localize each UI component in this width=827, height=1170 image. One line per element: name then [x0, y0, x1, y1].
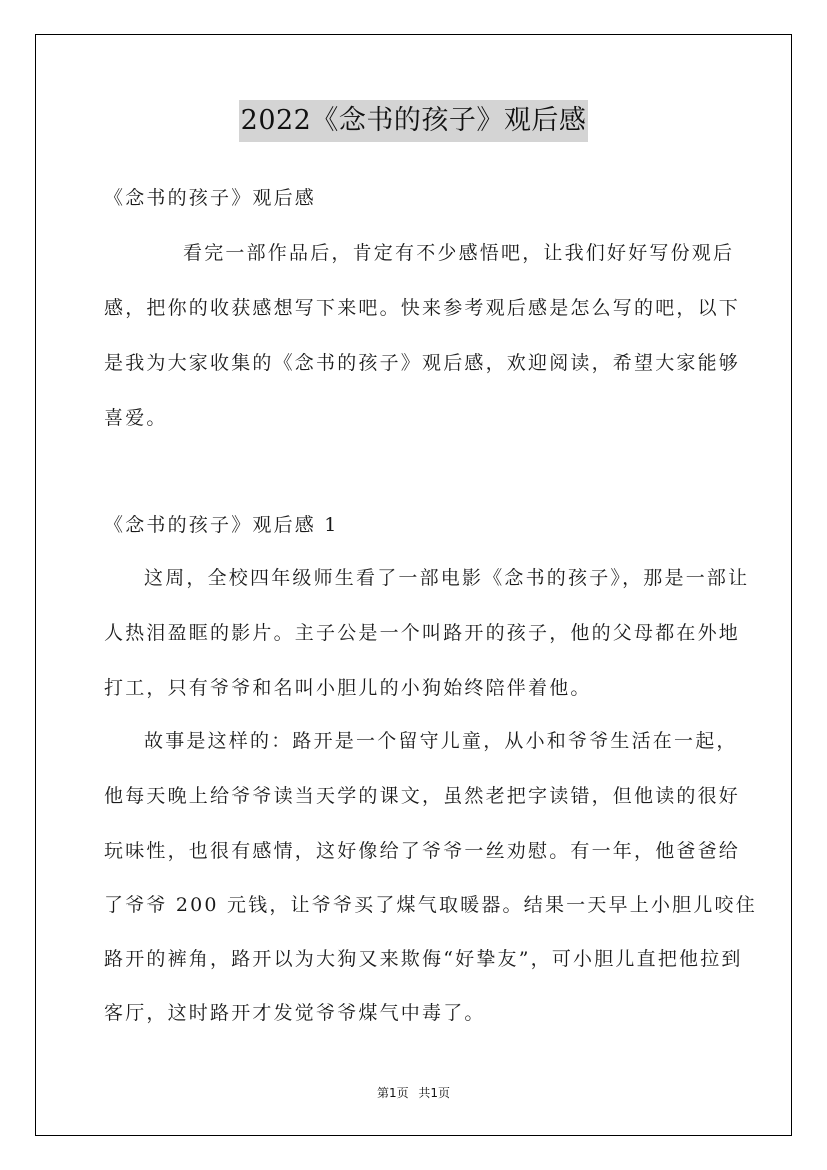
subtitle: 《念书的孩子》观后感	[104, 187, 317, 209]
paragraph-line: 人热泪盈眶的影片。主子公是一个叫路开的孩子，他的父母都在外地	[104, 622, 741, 644]
paragraph-line: 客厅，这时路开才发觉爷爷煤气中毒了。	[104, 1002, 486, 1024]
paragraph-line: 了爷爷 200 元钱，让爷爷买了煤气取暖器。结果一天早上小胆儿咬住	[104, 894, 757, 916]
intro-line: 喜爱。	[104, 407, 168, 429]
paragraph-line: 故事是这样的：路开是一个留守儿童，从小和爷爷生活在一起，	[144, 730, 738, 752]
page-total: 共1页	[418, 1086, 451, 1100]
paragraph-line: 这周，全校四年级师生看了一部电影《念书的孩子》，那是一部让	[144, 567, 750, 589]
intro-line: 看完一部作品后，肯定有不少感悟吧，让我们好好写份观后	[183, 242, 735, 264]
document-title: 2022《念书的孩子》观后感	[239, 100, 589, 142]
intro-line: 是我为大家收集的《念书的孩子》观后感，欢迎阅读，希望大家能够	[104, 352, 741, 374]
intro-line: 感，把你的收获感想写下来吧。快来参考观后感是怎么写的吧，以下	[104, 297, 741, 319]
paragraph-line: 玩味性，也很有感情，这好像给了爷爷一丝劝慰。有一年，他爸爸给	[104, 840, 741, 862]
page-number: 第1页	[376, 1086, 409, 1100]
paragraph-line: 路开的裤角，路开以为大狗又来欺侮“好挚友”，可小胆儿直把他拉到	[104, 948, 743, 970]
paragraph-line: 打工，只有爷爷和名叫小胆儿的小狗始终陪伴着他。	[104, 677, 592, 699]
section-heading: 《念书的孩子》观后感 1	[104, 514, 339, 536]
title-container	[0, 100, 827, 142]
paragraph-line: 他每天晚上给爷爷读当天学的课文，虽然老把字读错，但他读的很好	[104, 785, 741, 807]
page-footer	[0, 1084, 827, 1101]
